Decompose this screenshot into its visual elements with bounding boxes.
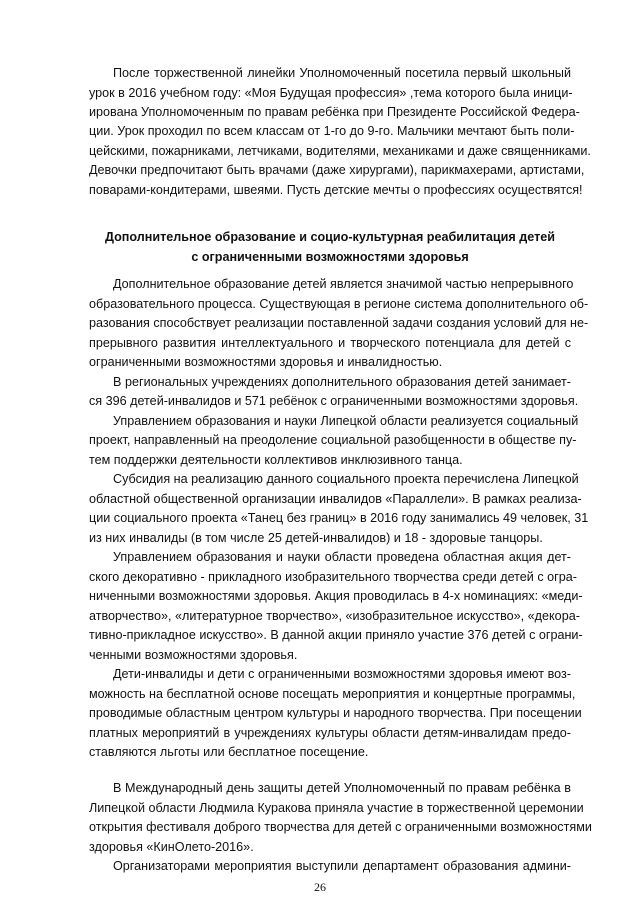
paragraph-line: образовательного процесса. Существующая в регионе система дополнительного об- xyxy=(89,297,589,311)
paragraph-line: тем поддержки деятельности коллективов инклюзивного танца. xyxy=(89,453,463,467)
paragraph-line: ставляются льготы или бесплатное посещение. xyxy=(89,745,369,759)
paragraph-line: здоровья «КинОлето-2016». xyxy=(89,840,254,854)
paragraph-line: Субсидия на реализацию данного социального проекта перечислена Липецкой xyxy=(113,472,579,486)
paragraph-line: прерывного развития интеллектуального и творческого потенциала для детей с xyxy=(89,336,571,350)
paragraph-line: Дополнительное образование детей является значимой частью непрерывного xyxy=(113,277,574,291)
paragraph-line: Управлением образования и науки Липецкой области реализуется социальный xyxy=(113,414,579,428)
paragraph-line: из них инвалиды (в том числе 25 детей-инвалидов) и 18 - здоровые танцоры. xyxy=(89,531,543,545)
paragraph-line: ского декоративно - прикладного изобразительного творчества среди детей с огра- xyxy=(89,570,577,584)
paragraph-line: ся 396 детей-инвалидов и 571 ребёнок с ограниченными возможностями здоровья. xyxy=(89,394,579,408)
paragraph-line: областной общественной организации инвалидов «Параллели». В рамках реализа- xyxy=(89,492,582,506)
section-heading-line-1: Дополнительное образование и социо-культурная реабилитация детей xyxy=(104,230,556,244)
paragraph-line: открытия фестиваля доброго творчества для детей с ограниченными возможностями xyxy=(89,820,592,834)
paragraph-line: платных мероприятий в учреждениях культуры области детям-инвалидам предо- xyxy=(89,726,571,740)
paragraph-line: урок в 2016 учебном году: «Моя Будущая профессия» ,тема которого была иници- xyxy=(89,86,573,100)
paragraph-line: ирована Уполномоченным по правам ребёнка при Президенте Российской Федера- xyxy=(89,105,580,119)
paragraph-line: ции. Урок проходил по всем классам от 1-го до 9-го. Мальчики мечтают быть поли- xyxy=(89,124,575,138)
paragraph-line: ниченными возможностями здоровья. Акция проводилась в 4-х номинациях: «меди- xyxy=(89,589,583,603)
paragraph-line: Девочки предпочитают быть врачами (даже хирургами), парикмахерами, артистами, xyxy=(89,163,585,177)
paragraph-line: поварами-кондитерами, швеями. Пусть детские мечты о профессиях осуществятся! xyxy=(89,183,583,197)
paragraph-line: проводимые областным центром культуры и народного творчества. При посещении xyxy=(89,706,582,720)
paragraph-line: цейскими, пожарниками, летчиками, водителями, механиками и даже священниками. xyxy=(89,144,591,158)
paragraph-line: ограниченными возможностями здоровья и инвалидностью. xyxy=(89,355,443,369)
paragraph-line: ции социального проекта «Танец без границ» в 2016 году занимались 49 человек, 31 xyxy=(89,511,589,525)
paragraph-line: проект, направленный на преодоление социальной разобщенности в обществе пу- xyxy=(89,433,577,447)
paragraph-line: Организаторами мероприятия выступили департамент образования админи- xyxy=(113,859,571,873)
paragraph-line: После торжественной линейки Уполномоченный посетила первый школьный xyxy=(113,66,571,80)
paragraph-line: разования способствует реализации поставленной задачи создания условий для не- xyxy=(89,316,589,330)
paragraph-line: В региональных учреждениях дополнительного образования детей занимает- xyxy=(113,375,571,389)
section-heading-line-2: с ограниченными возможностями здоровья xyxy=(191,250,469,264)
paragraph-line: Управлением образования и науки области проведена областная акция дет- xyxy=(113,550,571,564)
paragraph-line: тивно-прикладное искусство». В данной акции приняло участие 376 детей с ограни- xyxy=(89,628,583,642)
paragraph-line: Липецкой области Людмила Куракова приняла участие в торжественной церемонии xyxy=(89,801,584,815)
paragraph-line: Дети-инвалиды и дети с ограниченными возможностями здоровья имеют воз- xyxy=(113,667,571,681)
paragraph-line: атворчество», «литературное творчество», «изобразительное искусство», «декора- xyxy=(89,609,580,623)
paragraph-line: можность на бесплатной основе посещать мероприятия и концертные программы, xyxy=(89,687,576,701)
paragraph-line: ченными возможностями здоровья. xyxy=(89,648,298,662)
paragraph-line: В Международный день защиты детей Уполномоченный по правам ребёнка в xyxy=(113,781,571,795)
page-number: 26 xyxy=(314,880,326,894)
